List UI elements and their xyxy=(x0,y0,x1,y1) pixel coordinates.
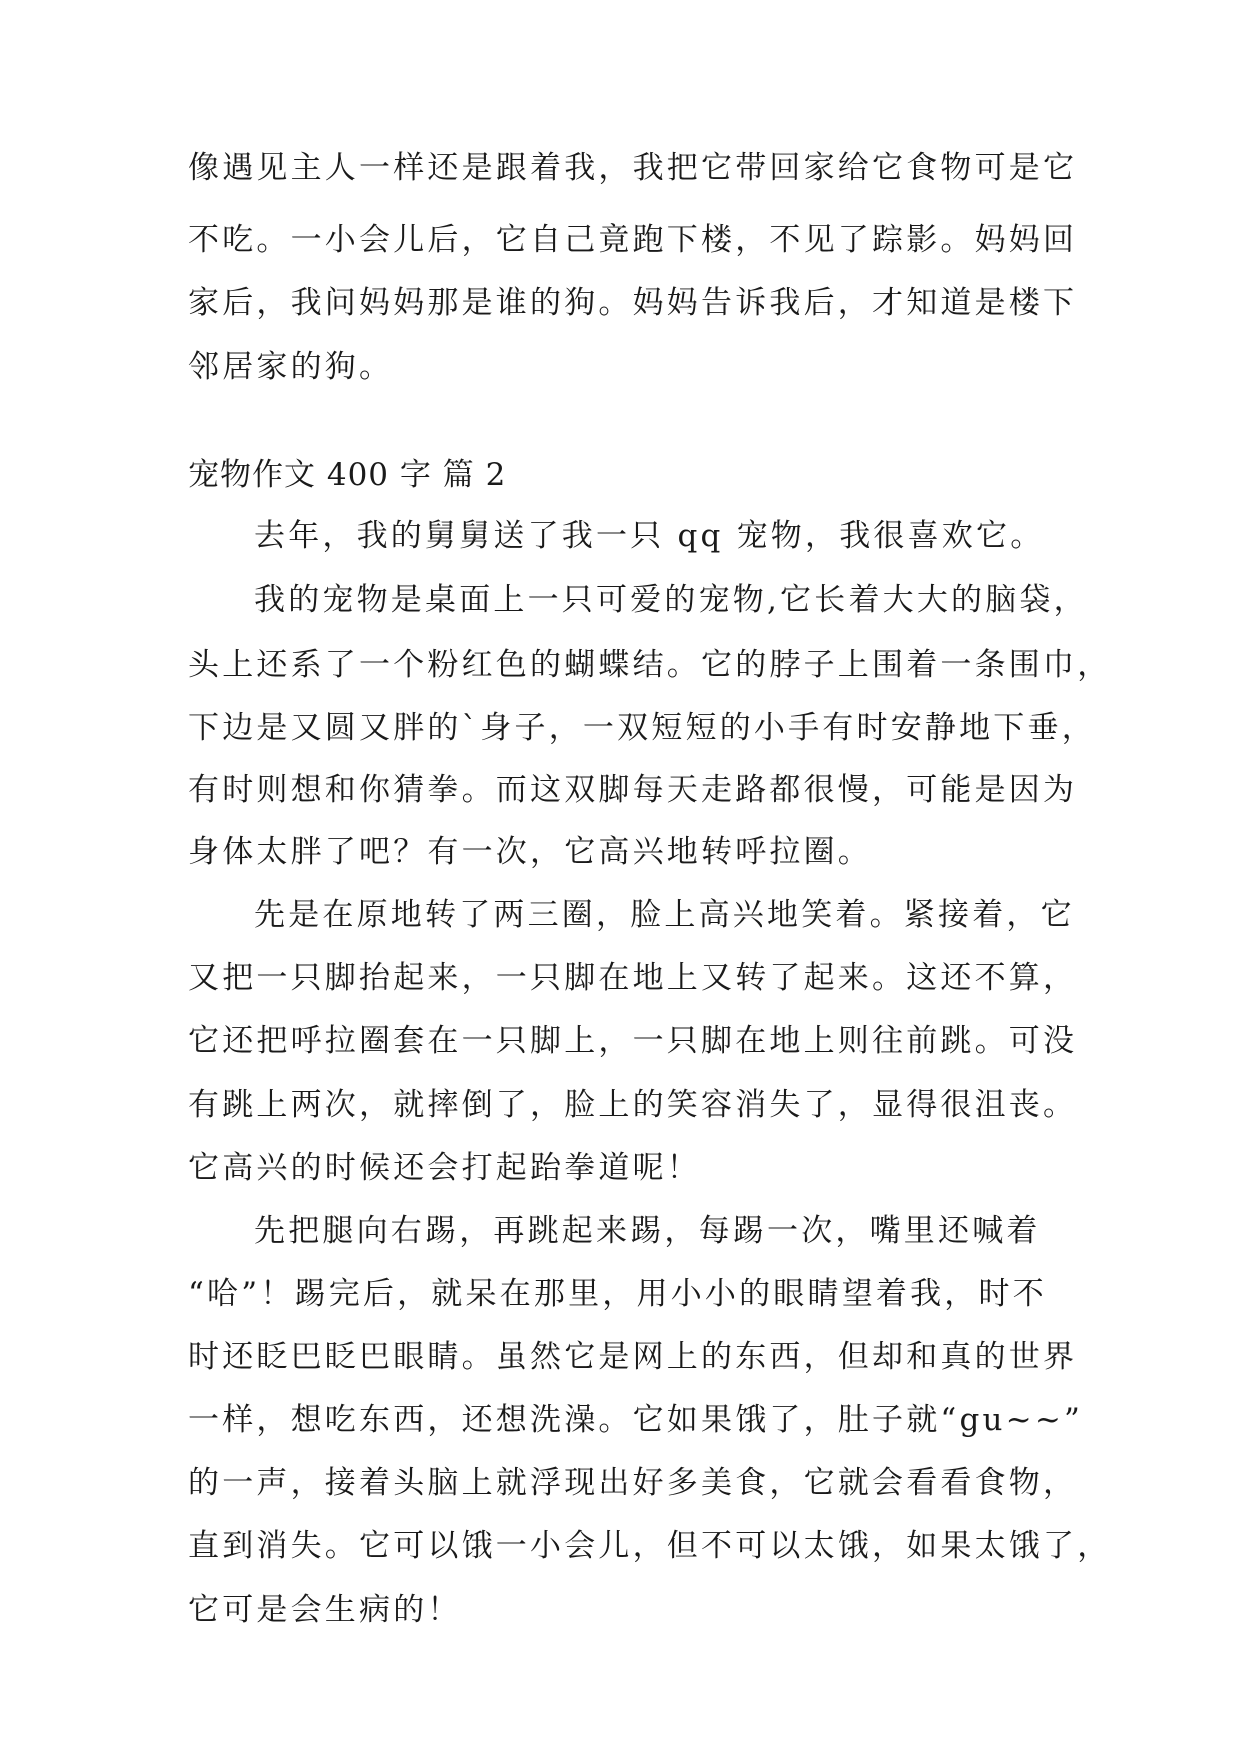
paragraph-line: 一样，想吃东西，还想洗澡。它如果饿了，肚子就“gu~~” xyxy=(188,1402,1084,1438)
paragraph-line: 去年，我的舅舅送了我一只 qq 宠物，我很喜欢它。 xyxy=(254,518,1045,554)
paragraph-line: 我的宠物是桌面上一只可爱的宠物,它长着大大的脑袋， xyxy=(254,582,1088,618)
paragraph-line: 头上还系了一个粉红色的蝴蝶结。它的脖子上围着一条围巾， xyxy=(188,647,1112,683)
paragraph-line: 直到消失。它可以饿一小会儿，但不可以太饿，如果太饿了， xyxy=(188,1528,1112,1564)
paragraph-line: 时还眨巴眨巴眼睛。虽然它是网上的东西，但却和真的世界 xyxy=(188,1339,1078,1375)
paragraph-line: 它可是会生病的！ xyxy=(188,1592,462,1628)
section-title: 宠物作文 400 字 篇 2 xyxy=(188,457,507,493)
paragraph-line: 先是在原地转了两三圈，脸上高兴地笑着。紧接着，它 xyxy=(254,897,1075,933)
continuation-line: 像遇见主人一样还是跟着我，我把它带回家给它食物可是它 xyxy=(188,150,1078,186)
paragraph-line: 它高兴的时候还会打起跆拳道呢！ xyxy=(188,1150,701,1186)
continuation-line: 家后，我问妈妈那是谁的狗。妈妈告诉我后，才知道是楼下 xyxy=(188,285,1078,321)
paragraph-line: 的一声，接着头脑上就浮现出好多美食，它就会看看食物， xyxy=(188,1465,1078,1501)
continuation-line: 不吃。一小会儿后，它自己竟跑下楼，不见了踪影。妈妈回 xyxy=(188,222,1078,258)
paragraph-line: 有时则想和你猜拳。而这双脚每天走路都很慢，可能是因为 xyxy=(188,772,1078,808)
paragraph-line: “哈”！踢完后，就呆在那里，用小小的眼睛望着我，时不 xyxy=(188,1276,1047,1312)
paragraph-line: 身体太胖了吧？有一次，它高兴地转呼拉圈。 xyxy=(188,834,872,870)
continuation-line: 邻居家的狗。 xyxy=(188,349,394,385)
paragraph-line: 它还把呼拉圈套在一只脚上，一只脚在地上则往前跳。可没 xyxy=(188,1023,1078,1059)
paragraph-line: 先把腿向右踢，再跳起来踢，每踢一次，嘴里还喊着 xyxy=(254,1213,1041,1249)
paragraph-line: 有跳上两次，就摔倒了，脸上的笑容消失了，显得很沮丧。 xyxy=(188,1087,1078,1123)
paragraph-line: 又把一只脚抬起来，一只脚在地上又转了起来。这还不算， xyxy=(188,960,1078,996)
paragraph-line: 下边是又圆又胖的`身子，一双短短的小手有时安静地下垂， xyxy=(188,710,1096,746)
